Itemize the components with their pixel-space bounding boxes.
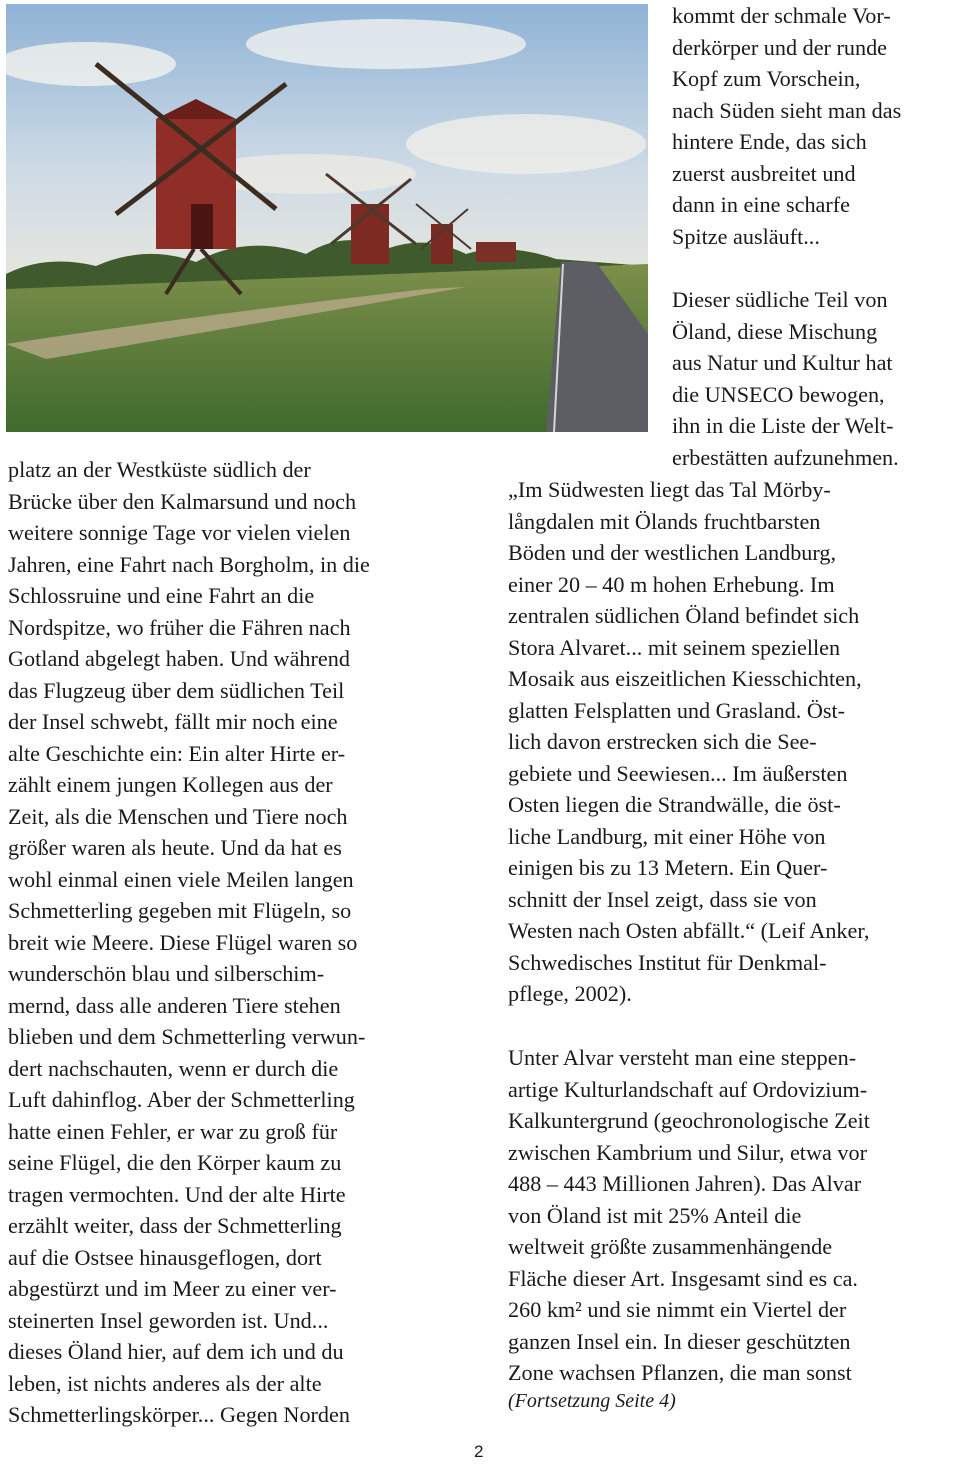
left-column-text (8, 454, 370, 1431)
text-line: größer waren als heute. Und da hat es (8, 835, 342, 860)
text-line: 260 km² und sie nimmt ein Viertel der (508, 1297, 847, 1322)
text-line: Mosaik aus eiszeitlichen Kiesschichten, (508, 666, 862, 691)
text-line: långdalen mit Ölands fruchtbarsten (508, 508, 821, 534)
text-line: weltweit größte zusammenhängende (508, 1234, 833, 1259)
text-line: „Im Südwesten liegt das Tal Mörby- (508, 477, 831, 502)
text-line: der Insel schwebt, fällt mir noch eine (8, 709, 338, 734)
text-line: abgestürzt und im Meer zu einer ver- (8, 1276, 337, 1301)
text-line: derkörper und der runde (672, 34, 888, 60)
text-line: Zeit, als die Menschen und Tiere noch (8, 803, 348, 829)
text-line: das Flugzeug über dem südlichen Teil (8, 677, 345, 703)
text-line: zuerst ausbreitet und (672, 160, 856, 186)
text-line: Dieser südliche Teil von (672, 287, 888, 312)
text-line: wunderschön blau und silberschim- (8, 961, 325, 986)
text-line: aus Natur und Kultur hat (672, 350, 893, 375)
right-top-text (672, 0, 901, 252)
text-line: liche Landburg, mit einer Höhe von (508, 823, 826, 849)
text-line: schnitt der Insel zeigt, dass sie von (508, 886, 817, 912)
text-line: Schwedisches Institut für Denkmal- (508, 949, 827, 975)
text-line: glatten Felsplatten und Grasland. Öst- (508, 697, 846, 723)
text-line: weitere sonnige Tage vor vielen vielen (8, 520, 351, 545)
continuation-note: (Fortsetzung Seite 4) (508, 1390, 676, 1412)
text-line: steinerten Insel geworden ist. Und... (8, 1307, 329, 1333)
text-line: leben, ist nichts anderes als der alte (8, 1370, 322, 1396)
page-number: 2 (474, 1442, 484, 1461)
text-line: platz an der Westküste südlich der (8, 457, 311, 482)
text-line: von Öland ist mit 25% Anteil die (508, 1202, 802, 1228)
text-line: Osten liegen die Strandwälle, die öst- (508, 792, 841, 817)
text-line: nach Süden sieht man das (672, 97, 902, 123)
text-line: hatte einen Fehler, er war zu groß für (8, 1118, 338, 1144)
text-line: Böden und der westlichen Landburg, (508, 540, 837, 565)
right-alvar-text (508, 1042, 870, 1389)
text-line: auf die Ostsee hinausgeflogen, dort (8, 1244, 322, 1270)
text-line: einigen bis zu 13 Metern. Ein Quer- (508, 855, 828, 880)
text-line: kommt der schmale Vor- (672, 3, 891, 28)
text-line: Schmetterling gegeben mit Flügeln, so (8, 898, 352, 923)
text-line: pflege, 2002). (508, 981, 632, 1006)
text-line: Zone wachsen Pflanzen, die man sonst (508, 1360, 852, 1385)
text-line: Unter Alvar versteht man eine steppen- (508, 1045, 857, 1070)
text-line: Gotland abgelegt haben. Und während (8, 646, 350, 671)
text-line: Spitze ausläuft... (672, 223, 820, 249)
text-line: erzählt weiter, dass der Schmetterling (8, 1213, 342, 1238)
text-line: einer 20 – 40 m hohen Erhebung. Im (508, 571, 835, 597)
text-line: dert nachschauten, wenn er durch die (8, 1055, 339, 1081)
text-line: seine Flügel, die den Körper kaum zu (8, 1150, 342, 1175)
text-line: erbestätten aufzunehmen. (672, 444, 899, 470)
text-line: breit wie Meere. Diese Flügel waren so (8, 929, 358, 955)
text-line: 488 – 443 Millionen Jahren). Das Alvar (508, 1171, 862, 1196)
text-line: Brücke über den Kalmarsund und noch (8, 488, 357, 514)
text-line: blieben und dem Schmetterling verwun- (8, 1024, 366, 1049)
text-line: Öland, diese Mischung (672, 318, 878, 344)
text-line: gebiete und Seewiesen... Im äußersten (508, 760, 848, 786)
text-line: zählt einem jungen Kollegen aus der (8, 772, 333, 797)
text-line: Kopf zum Vorschein, (672, 66, 861, 91)
text-line: die UNSECO bewogen, (672, 381, 885, 407)
windmills-photo (6, 4, 648, 432)
text-line: Kalkuntergrund (geochronologische Zeit (508, 1108, 870, 1133)
text-line: ganzen Insel ein. In dieser geschützten (508, 1328, 851, 1354)
text-line: mernd, dass alle anderen Tiere stehen (8, 992, 341, 1018)
text-line: ihn in die Liste der Welt- (672, 413, 894, 438)
text-line: tragen vermochten. Und der alte Hirte (8, 1181, 346, 1207)
text-line: zentralen südlichen Öland befindet sich (508, 603, 860, 628)
text-line: Nordspitze, wo früher die Fähren nach (8, 614, 351, 640)
text-line: artige Kulturlandschaft auf Ordovizium- (508, 1076, 868, 1102)
text-line: Fläche dieser Art. Insgesamt sind es ca. (508, 1265, 858, 1291)
windmills-photo-icon (6, 4, 648, 432)
text-line: Jahren, eine Fahrt nach Borgholm, in die (8, 551, 370, 577)
text-line: Stora Alvaret... mit seinem speziellen (508, 634, 841, 660)
text-line: wohl einmal einen viele Meilen langen (8, 866, 354, 892)
text-line: Luft dahinflog. Aber der Schmetterling (8, 1087, 355, 1112)
right-second-text (672, 284, 899, 473)
right-quote-text (508, 474, 869, 1010)
text-line: hintere Ende, das sich (672, 129, 867, 154)
text-line: dann in eine scharfe (672, 192, 851, 217)
text-line: Schlossruine und eine Fahrt an die (8, 583, 315, 608)
text-line: Westen nach Osten abfällt.“ (Leif Anker, (508, 918, 870, 943)
text-line: alte Geschichte ein: Ein alter Hirte er- (8, 740, 346, 766)
text-line: lich davon erstrecken sich die See- (508, 729, 817, 754)
text-line: dieses Öland hier, auf dem ich und du (8, 1339, 344, 1364)
text-line: Schmetterlingskörper... Gegen Norden (8, 1402, 350, 1427)
text-line: zwischen Kambrium und Silur, etwa vor (508, 1139, 867, 1165)
